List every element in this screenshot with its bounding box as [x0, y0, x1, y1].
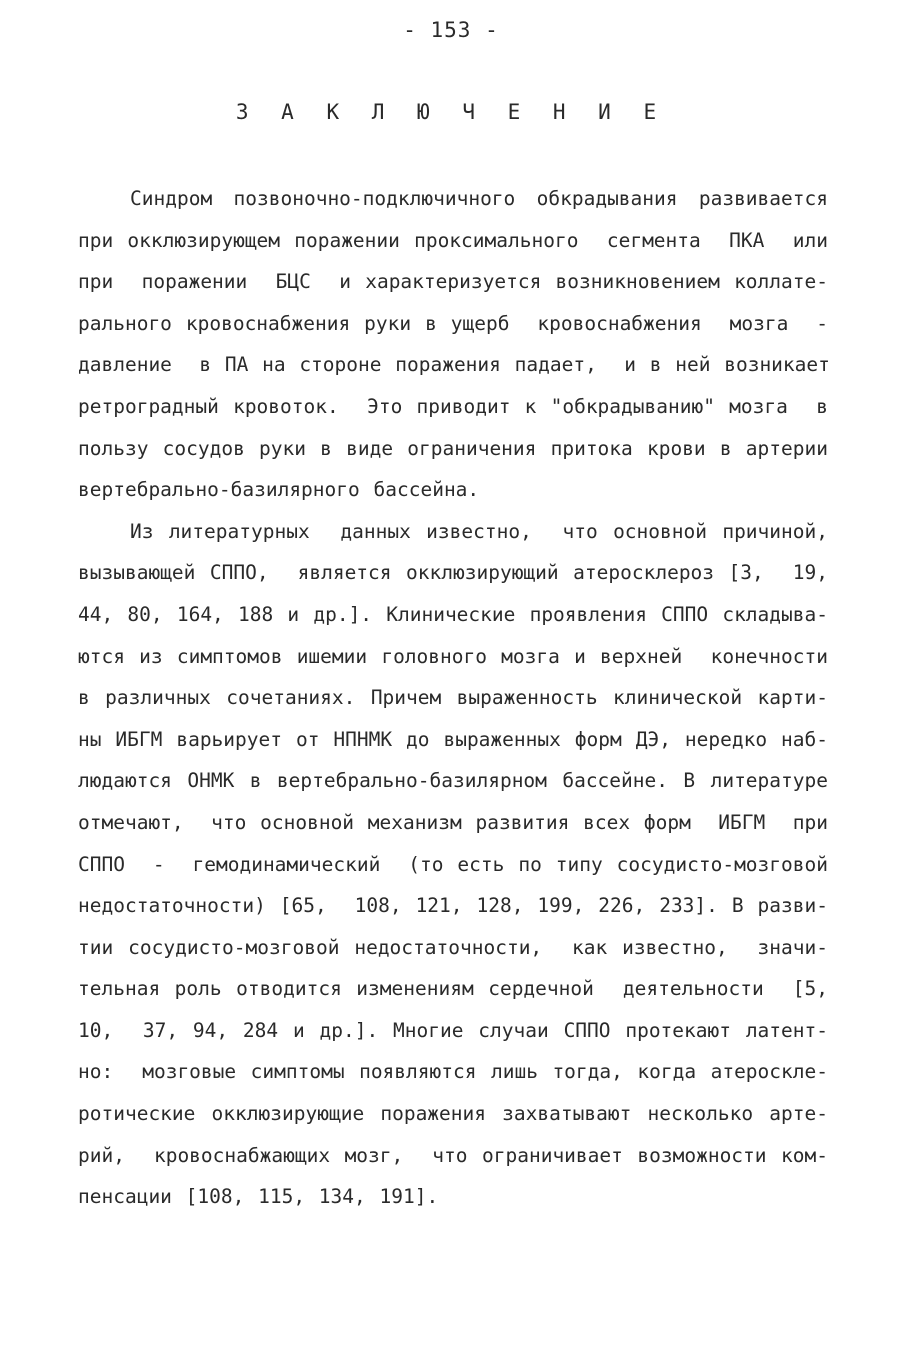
paragraph-2-line-14: но: мозговые симптомы появляются лишь тогда, когда атероскле-	[78, 1060, 828, 1084]
body-text	[78, 185, 828, 1225]
paragraph-1-line-3: при поражении БЦС и характеризуется возникновением коллате-	[78, 270, 828, 294]
paragraph-1-line-4: рального кровоснабжения руки в ущерб кровоснабжения мозга -	[78, 311, 828, 335]
paragraph-2-line-8: отмечают, что основной механизм развития всех форм ИБГМ при	[78, 810, 828, 834]
section-heading: З А К Л Ю Ч Е Н И Е	[235, 100, 667, 124]
paragraph-2-line-17: пенсации [108, 115, 134, 191].	[78, 1185, 439, 1209]
paragraph-2-line-10: недостаточности) [65, 108, 121, 128, 199, 226, 233]. В разви-	[78, 894, 828, 918]
paragraph-1-line-2: при окклюзирующем поражении проксимального сегмента ПКА или	[78, 228, 828, 252]
paragraph-2-line-1: Из литературных данных известно, что основной причиной,	[130, 519, 828, 543]
paragraph-1-line-5: давление в ПА на стороне поражения падает, и в ней возникает	[78, 353, 830, 377]
paragraph-2-line-6: ны ИБГМ варьирует от НПНМК до выраженных форм ДЭ, нередко наб-	[78, 727, 828, 751]
paragraph-2-line-2: вызывающей СППО, является окклюзирующий атеросклероз [3, 19,	[78, 561, 828, 585]
paragraph-2-line-9: СППО - гемодинамический (то есть по типу сосудисто-мозговой	[78, 852, 828, 876]
paragraph-2-line-13: 10, 37, 94, 284 и др.]. Многие случаи СППО протекают латент-	[78, 1018, 828, 1042]
paragraph-1-line-6: ретроградный кровоток. Это приводит к "обкрадыванию" мозга в	[78, 394, 828, 418]
page-number: - 153 -	[403, 18, 499, 42]
paragraph-2-line-12: тельная роль отводится изменениям сердечной деятельности [5,	[78, 977, 828, 1001]
paragraph-2-line-7: людаются ОНМК в вертебрально-базилярном бассейне. В литературе	[78, 769, 828, 793]
paragraph-1-line-1: Синдром позвоночно-подключичного обкрадывания развивается	[130, 187, 828, 210]
paragraph-2-line-11: тии сосудисто-мозговой недостаточности, как известно, значи-	[78, 935, 828, 959]
paragraph-2-line-3: 44, 80, 164, 188 и др.]. Клинические проявления СППО складыва-	[78, 602, 828, 626]
paragraph-1-line-7: пользу сосудов руки в виде ограничения притока крови в артерии	[78, 436, 828, 460]
paragraph-2-line-5: в различных сочетаниях. Причем выраженность клинической карти-	[78, 686, 828, 710]
paragraph-2-line-16: рий, кровоснабжающих мозг, что ограничивает возможности ком-	[78, 1143, 828, 1167]
paragraph-2-line-15: ротические окклюзирующие поражения захватывают несколько арте-	[78, 1102, 828, 1126]
paragraph-2-line-4: ются из симптомов ишемии головного мозга и верхней конечности	[78, 644, 828, 668]
paragraph-1-line-8: вертебрально-базилярного бассейна.	[78, 478, 480, 502]
